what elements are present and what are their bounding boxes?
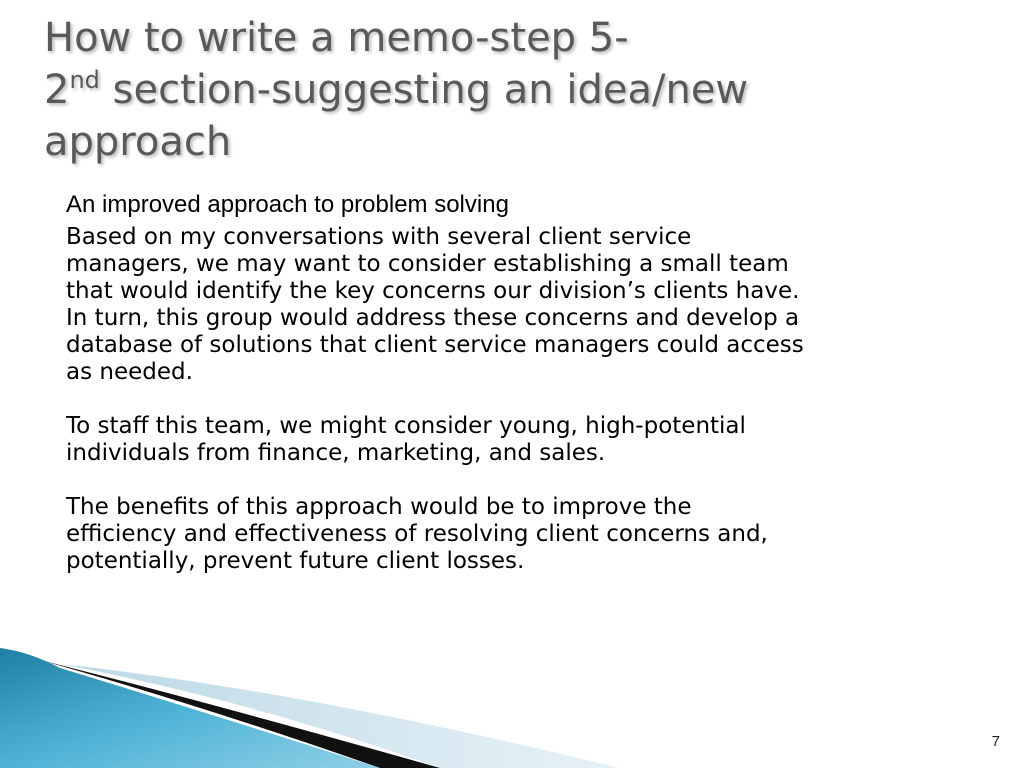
paragraph-1-line: In turn, this group would address these concerns and develop a xyxy=(66,305,800,331)
title-line-2-superscript: nd xyxy=(69,66,100,94)
paragraph-1-line: as needed. xyxy=(66,359,193,385)
title-line-2-rest: section-suggesting an idea/new xyxy=(99,67,749,113)
page-number: 7 xyxy=(991,733,1000,750)
paragraph-2-line: To staff this team, we might consider young, high-potential xyxy=(66,413,746,439)
paragraph-3-line: potentially, prevent future client losses. xyxy=(66,548,525,574)
title-line-3: approach xyxy=(44,119,232,165)
paragraph-2-line: individuals from finance, marketing, and sales. xyxy=(66,440,606,466)
title-line-1: How to write a memo-step 5- xyxy=(44,15,629,61)
title-line-2-prefix: 2 xyxy=(44,67,70,113)
paragraph-1-line: Based on my conversations with several client service xyxy=(66,224,692,250)
paragraph-3-line: efficiency and effectiveness of resolving client concerns and, xyxy=(66,521,768,547)
paragraph-1-line: database of solutions that client service managers could access xyxy=(66,332,804,358)
paragraph-1-line: that would identify the key concerns our division’s clients have. xyxy=(66,278,800,304)
paragraph-1-line: managers, we may want to consider establishing a small team xyxy=(66,251,789,277)
section-subheading: An improved approach to problem solving xyxy=(66,191,509,218)
paragraph-3-line: The benefits of this approach would be to improve the xyxy=(66,494,692,520)
